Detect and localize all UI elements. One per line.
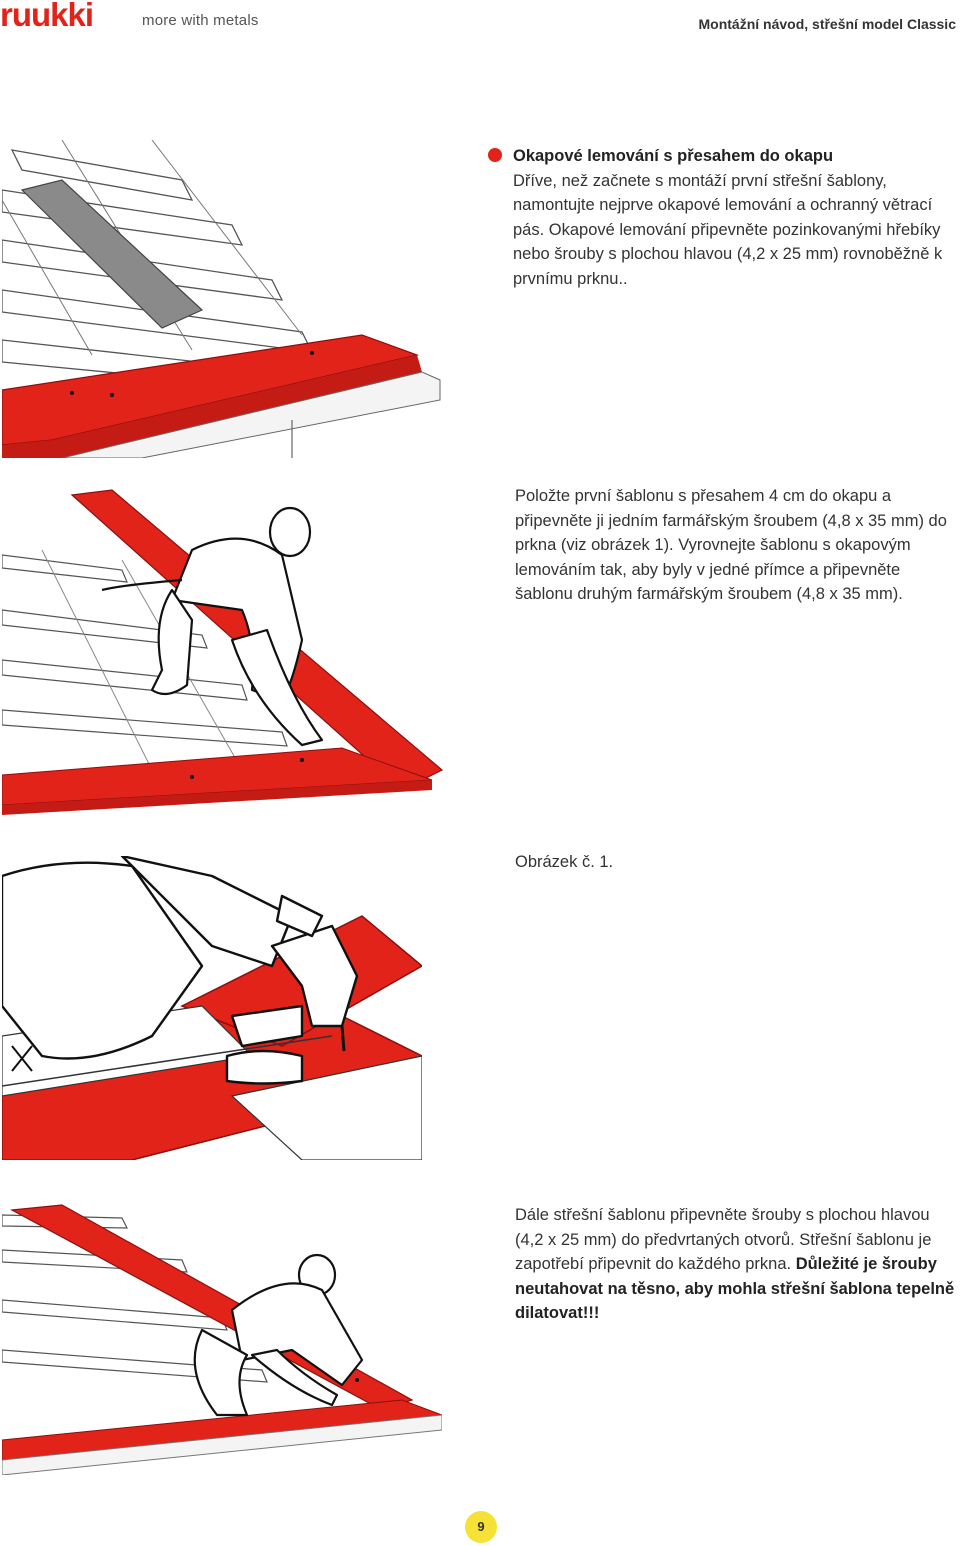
illustration-worker-placing-sheet bbox=[2, 470, 452, 815]
document-title: Montážní návod, střešní model Classic bbox=[698, 16, 956, 32]
tagline: more with metals bbox=[142, 12, 259, 29]
section-body: Dále střešní šablonu připevněte šrouby s plochou hlavou (4,2 x 25 mm) do předvrtaných otvorů. Střešní šablonu je zapotřebí připevnit do každého prkna. bbox=[515, 1206, 932, 1273]
illustration-worker-screwing bbox=[2, 1190, 442, 1475]
section-screw-fixing bbox=[515, 1203, 955, 1326]
ruukki-logo bbox=[0, 0, 136, 32]
section-body: Dříve, než začnete s montáží první střešní šablony, namontujte nejprve okapové lemování a ochranný větrací pás. Okapové lemování připevněte pozinkovanými hřebíky nebo šrouby s plochou hlavou (4,2 x 25 mm) rovnoběžně k prvnímu prknu.. bbox=[513, 171, 943, 288]
red-bullet-icon bbox=[488, 148, 502, 162]
logo-wordmark: ruukki bbox=[0, 0, 94, 32]
important-note: Důležité je šrouby neutahovat na těsno, aby mohla střešní šablona tepelně dilatovat!!! bbox=[515, 1255, 955, 1322]
illustration-drill-closeup bbox=[2, 856, 422, 1160]
illustration-eaves-flashing bbox=[2, 140, 442, 458]
section-eaves-flashing bbox=[513, 144, 953, 291]
figure-caption bbox=[515, 850, 815, 875]
section-heading: Okapové lemování s přesahem do okapu bbox=[513, 147, 834, 165]
page-number-badge: 9 bbox=[465, 1511, 497, 1543]
section-first-sheet bbox=[515, 484, 955, 607]
caption-text: Obrázek č. 1. bbox=[515, 853, 614, 871]
page-header bbox=[0, 0, 960, 60]
section-body: Položte první šablonu s přesahem 4 cm do okapu a připevněte ji jedním farmářským šroubem (4,8 x 35 mm) do prkna (viz obrázek 1). Vyrovnejte šablonu s okapovým lemováním tak, aby byly v jedné přímce a připevněte šablonu druhým farmářským šroubem (4,8 x 35 mm). bbox=[515, 487, 947, 603]
